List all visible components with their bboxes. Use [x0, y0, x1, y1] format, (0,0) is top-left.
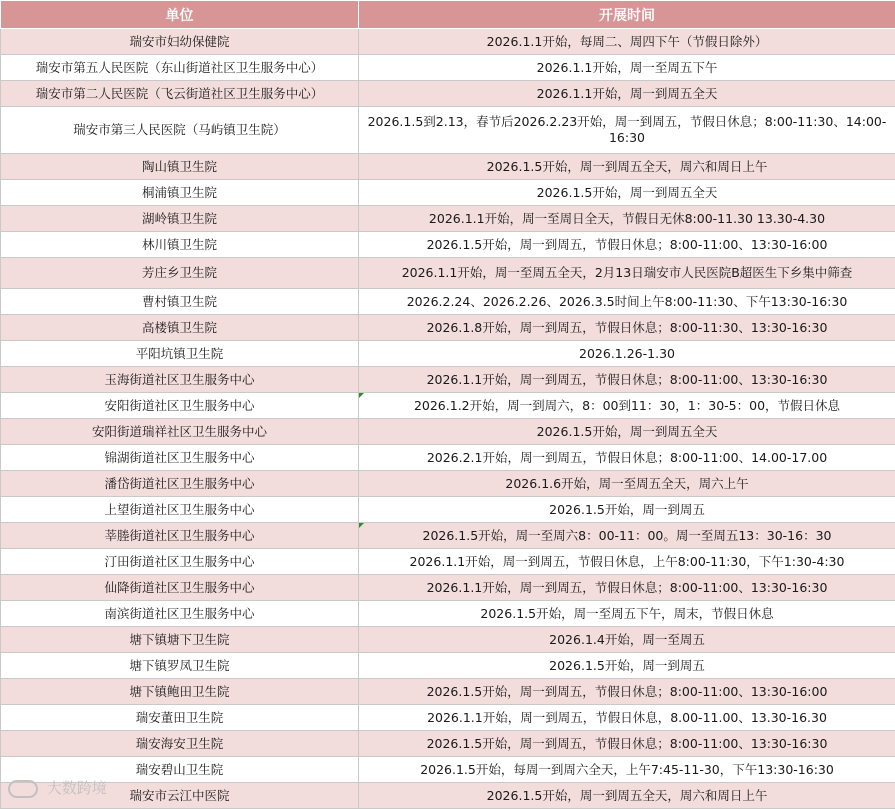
table-row	[1, 55, 895, 81]
time-cell: 2026.1.5开始，周一到周五	[359, 497, 895, 523]
time-cell: 2026.1.5开始，周一到周五，节假日休息；8:00-11:00、13:30-16:00	[359, 679, 895, 705]
unit-cell: 瑞安董田卫生院	[1, 705, 359, 731]
unit-cell: 林川镇卫生院	[1, 232, 359, 258]
unit-cell: 瑞安海安卫生院	[1, 731, 359, 757]
table-row	[1, 497, 895, 523]
time-cell: 2026.1.1开始，周一至周五全天，2月13日瑞安市人民医院B超医生下乡集中筛查	[359, 258, 895, 289]
unit-cell: 南滨街道社区卫生服务中心	[1, 601, 359, 627]
table-row	[1, 341, 895, 367]
header-time: 开展时间	[359, 1, 895, 29]
time-cell: 2026.1.1开始，每周二、周四下午（节假日除外）	[359, 29, 895, 55]
time-cell: 2026.1.5开始，周一到周五全天	[359, 180, 895, 206]
unit-cell: 瑞安市第三人民医院（马屿镇卫生院）	[1, 107, 359, 154]
table-row	[1, 81, 895, 107]
unit-cell: 瑞安市云江中医院	[1, 783, 359, 809]
table-row	[1, 783, 895, 809]
table-row	[1, 258, 895, 289]
unit-cell: 安阳街道社区卫生服务中心	[1, 393, 359, 419]
time-cell: 2026.1.5开始，每周一到周六全天，上午7:45-11-30，下午13:30-16:30	[359, 757, 895, 783]
table-row	[1, 232, 895, 258]
table-row	[1, 601, 895, 627]
time-cell: 2026.1.5开始，周一到周五	[359, 653, 895, 679]
table-row	[1, 419, 895, 445]
table-row	[1, 679, 895, 705]
table-row	[1, 289, 895, 315]
table-row	[1, 154, 895, 180]
watermark-text: 大数跨境	[47, 779, 107, 797]
time-cell: 2026.1.5开始，周一到周五全天	[359, 419, 895, 445]
table-row	[1, 523, 895, 549]
unit-cell: 陶山镇卫生院	[1, 154, 359, 180]
unit-cell: 仙降街道社区卫生服务中心	[1, 575, 359, 601]
time-cell: 2026.1.6开始，周一至周五全天，周六上午	[359, 471, 895, 497]
watermark	[8, 777, 107, 798]
time-cell: 2026.1.1开始，周一到周五全天	[359, 81, 895, 107]
time-cell: 2026.1.1开始，周一至周五下午	[359, 55, 895, 81]
header-row	[1, 1, 895, 29]
cloud-logo-icon	[8, 780, 38, 798]
time-cell: 2026.1.2开始，周一到周六，8：00到11：30，1：30-5：00，节假日休息	[359, 393, 895, 419]
time-cell: 2026.1.1开始，周一到周五，节假日休息，8.00-11.00、13.30-16.30	[359, 705, 895, 731]
table-row	[1, 705, 895, 731]
table-row	[1, 627, 895, 653]
time-cell: 2026.1.1开始，周一到周五，节假日休息；8:00-11:00、13:30-16:30	[359, 367, 895, 393]
unit-cell: 玉海街道社区卫生服务中心	[1, 367, 359, 393]
time-cell: 2026.1.5开始，周一至周五下午，周末，节假日休息	[359, 601, 895, 627]
header-unit: 单位	[1, 1, 359, 29]
time-cell: 2026.1.1开始，周一到周五，节假日休息；8:00-11:00、13:30-16:30	[359, 575, 895, 601]
unit-cell: 上望街道社区卫生服务中心	[1, 497, 359, 523]
unit-cell: 瑞安碧山卫生院	[1, 757, 359, 783]
unit-cell: 瑞安市妇幼保健院	[1, 29, 359, 55]
table-row	[1, 206, 895, 232]
unit-cell: 湖岭镇卫生院	[1, 206, 359, 232]
unit-cell: 芳庄乡卫生院	[1, 258, 359, 289]
table-row	[1, 575, 895, 601]
time-cell: 2026.1.4开始，周一至周五	[359, 627, 895, 653]
time-cell: 2026.1.5到2.13，春节后2026.2.23开始，周一到周五，节假日休息；8:00-11:30、14:00-16:30	[359, 107, 895, 154]
time-cell: 2026.1.5开始，周一到周五全天，周六和周日上午	[359, 783, 895, 809]
unit-cell: 桐浦镇卫生院	[1, 180, 359, 206]
table-row	[1, 29, 895, 55]
table-row	[1, 393, 895, 419]
unit-cell: 莘塍街道社区卫生服务中心	[1, 523, 359, 549]
time-cell: 2026.1.26-1.30	[359, 341, 895, 367]
unit-cell: 塘下镇罗凤卫生院	[1, 653, 359, 679]
unit-cell: 安阳街道瑞祥社区卫生服务中心	[1, 419, 359, 445]
unit-cell: 高楼镇卫生院	[1, 315, 359, 341]
unit-cell: 塘下镇鲍田卫生院	[1, 679, 359, 705]
time-cell: 2026.1.1开始，周一至周日全天，节假日无休8:00-11.30 13.30-4.30	[359, 206, 895, 232]
unit-cell: 汀田街道社区卫生服务中心	[1, 549, 359, 575]
time-cell: 2026.2.1开始，周一到周五，节假日休息；8:00-11:00、14.00-17.00	[359, 445, 895, 471]
unit-cell: 潘岱街道社区卫生服务中心	[1, 471, 359, 497]
table-row	[1, 180, 895, 206]
table-row	[1, 757, 895, 783]
time-cell: 2026.1.8开始，周一到周五，节假日休息；8:00-11:30、13:30-16:30	[359, 315, 895, 341]
table-row	[1, 731, 895, 757]
table-row	[1, 471, 895, 497]
time-cell: 2026.1.5开始，周一到周五全天，周六和周日上午	[359, 154, 895, 180]
time-cell: 2026.2.24、2026.2.26、2026.3.5时间上午8:00-11:30、下午13:30-16:30	[359, 289, 895, 315]
unit-cell: 塘下镇塘下卫生院	[1, 627, 359, 653]
unit-cell: 瑞安市第五人民医院（东山街道社区卫生服务中心）	[1, 55, 359, 81]
table-row	[1, 653, 895, 679]
table-row	[1, 315, 895, 341]
table-row	[1, 107, 895, 154]
time-cell: 2026.1.5开始，周一到周五，节假日休息；8:00-11:00、13:30-16:30	[359, 731, 895, 757]
table-row	[1, 367, 895, 393]
unit-cell: 曹村镇卫生院	[1, 289, 359, 315]
table-row	[1, 549, 895, 575]
time-cell: 2026.1.1开始，周一到周五，节假日休息，上午8:00-11:30，下午1:30-4:30	[359, 549, 895, 575]
unit-cell: 平阳坑镇卫生院	[1, 341, 359, 367]
table-row	[1, 445, 895, 471]
time-cell: 2026.1.5开始，周一到周五，节假日休息；8:00-11:00、13:30-16:00	[359, 232, 895, 258]
unit-cell: 瑞安市第二人民医院（飞云街道社区卫生服务中心）	[1, 81, 359, 107]
time-cell: 2026.1.5开始，周一至周六8：00-11：00。周一至周五13：30-16：30	[359, 523, 895, 549]
unit-cell: 锦湖街道社区卫生服务中心	[1, 445, 359, 471]
